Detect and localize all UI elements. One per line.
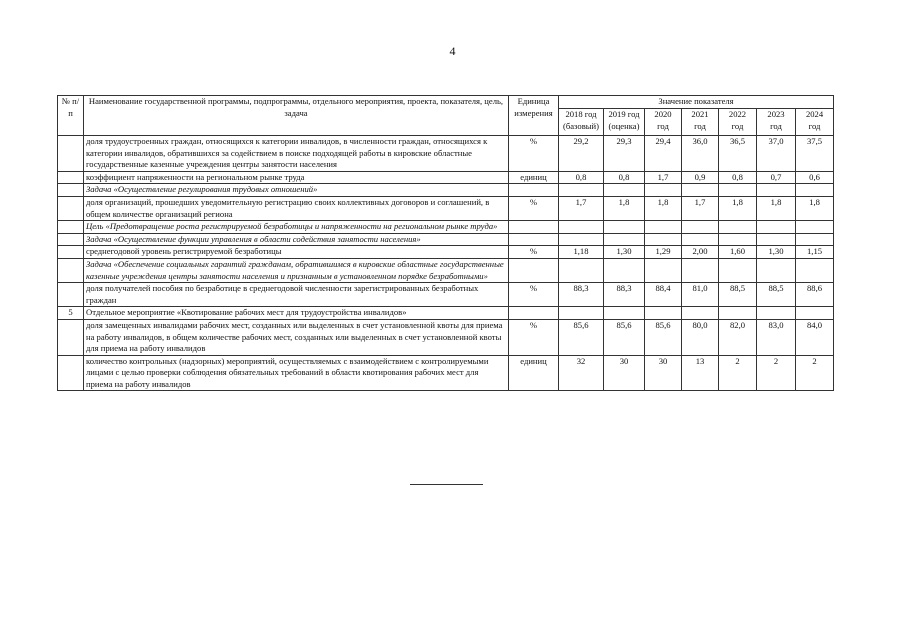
row-name: Цель «Предотвращение роста регистрируемой безработицы и напряженности на региональном рынке труда» — [84, 221, 509, 234]
row-value: 1,7 — [682, 196, 719, 220]
table-row — [58, 258, 834, 282]
row-value: 88,6 — [796, 283, 834, 307]
row-value — [682, 184, 719, 197]
row-num — [58, 196, 84, 220]
row-value: 85,6 — [559, 319, 604, 355]
table-row — [58, 246, 834, 259]
row-value — [682, 307, 719, 320]
row-value — [559, 258, 604, 282]
header-year-line2: год — [731, 120, 744, 131]
header-year-4 — [719, 109, 757, 136]
header-num: № п/п — [58, 96, 84, 136]
row-value: 1,8 — [645, 196, 682, 220]
row-value — [682, 258, 719, 282]
header-year-line2: (оценка) — [608, 120, 640, 131]
row-value — [796, 221, 834, 234]
row-value: 29,3 — [604, 136, 645, 172]
row-value: 2 — [757, 355, 796, 391]
row-num — [58, 233, 84, 246]
row-value: 1,8 — [796, 196, 834, 220]
row-unit: % — [509, 246, 559, 259]
row-value: 0,7 — [757, 171, 796, 184]
row-unit — [509, 233, 559, 246]
row-unit: % — [509, 319, 559, 355]
table-row — [58, 355, 834, 391]
row-name: доля замещенных инвалидами рабочих мест, созданных или выделенных в счет установленной квоты для приема на работу инвалидов, в общем количестве рабочих мест, созданных или выделенных в счет установленной квоты для приема на работу инвалидов — [84, 319, 509, 355]
row-value — [559, 307, 604, 320]
row-value — [719, 233, 757, 246]
row-value — [604, 307, 645, 320]
row-value — [559, 233, 604, 246]
row-unit: единиц — [509, 355, 559, 391]
header-unit: Единица измерения — [509, 96, 559, 136]
row-value: 1,29 — [645, 246, 682, 259]
row-num — [58, 221, 84, 234]
row-value — [719, 221, 757, 234]
row-value — [796, 184, 834, 197]
row-unit: % — [509, 136, 559, 172]
row-value — [757, 258, 796, 282]
row-value: 37,5 — [796, 136, 834, 172]
header-year-1 — [604, 109, 645, 136]
row-value — [604, 233, 645, 246]
header-year-6 — [796, 109, 834, 136]
end-divider-line — [410, 484, 483, 485]
row-value: 2 — [719, 355, 757, 391]
header-year-0 — [559, 109, 604, 136]
row-value: 85,6 — [645, 319, 682, 355]
header-year-3 — [682, 109, 719, 136]
row-value — [682, 233, 719, 246]
header-year-line1: 2023 — [767, 109, 785, 119]
table-row — [58, 171, 834, 184]
row-value: 36,0 — [682, 136, 719, 172]
row-value — [559, 184, 604, 197]
row-name: доля организаций, прошедших уведомительную регистрацию своих коллективных договоров и соглашений, в общем количестве организаций региона — [84, 196, 509, 220]
row-value — [719, 184, 757, 197]
row-value: 1,7 — [645, 171, 682, 184]
row-value — [719, 258, 757, 282]
table-row — [58, 283, 834, 307]
table-row — [58, 319, 834, 355]
row-value: 1,8 — [604, 196, 645, 220]
row-unit — [509, 307, 559, 320]
row-unit: % — [509, 283, 559, 307]
row-value: 88,4 — [645, 283, 682, 307]
row-num — [58, 283, 84, 307]
header-year-line2: год — [657, 120, 669, 131]
header-year-line1: 2022 — [728, 109, 747, 119]
row-unit — [509, 221, 559, 234]
row-value — [757, 307, 796, 320]
row-value: 84,0 — [796, 319, 834, 355]
row-value: 88,3 — [559, 283, 604, 307]
row-value — [559, 221, 604, 234]
header-name: Наименование государственной программы, подпрограммы, отдельного мероприятия, проекта, показателя, цель, задача — [84, 96, 509, 136]
row-value: 30 — [604, 355, 645, 391]
row-name: количество контрольных (надзорных) мероприятий, осуществляемых с взаимодействием с контролируемыми лицами с целью проверки соблюдения обязательных требований в области квотирования рабочих мест для приема на работу инвалидов — [84, 355, 509, 391]
table-row — [58, 136, 834, 172]
header-year-5 — [757, 109, 796, 136]
table-row — [58, 184, 834, 197]
row-name: Задача «Осуществление функции управления в области содействия занятости населения» — [84, 233, 509, 246]
table-body — [58, 136, 834, 391]
row-value: 1,18 — [559, 246, 604, 259]
table-row — [58, 196, 834, 220]
table-row — [58, 221, 834, 234]
row-value: 1,30 — [757, 246, 796, 259]
row-value: 2,00 — [682, 246, 719, 259]
row-value — [604, 221, 645, 234]
header-year-line2: год — [808, 120, 821, 131]
row-value: 1,8 — [719, 196, 757, 220]
row-value: 85,6 — [604, 319, 645, 355]
header-year-line2: (базовый) — [563, 120, 599, 131]
row-name: Отдельное мероприятие «Квотирование рабочих мест для трудоустройства инвалидов» — [84, 307, 509, 320]
page-number: 4 — [449, 44, 456, 58]
table-row — [58, 233, 834, 246]
row-value: 30 — [645, 355, 682, 391]
row-value — [645, 233, 682, 246]
row-value: 88,3 — [604, 283, 645, 307]
row-value: 0,9 — [682, 171, 719, 184]
row-value: 88,5 — [719, 283, 757, 307]
table-row — [58, 307, 834, 320]
row-value — [757, 233, 796, 246]
row-value — [645, 221, 682, 234]
row-value: 0,6 — [796, 171, 834, 184]
row-value — [719, 307, 757, 320]
row-value: 80,0 — [682, 319, 719, 355]
header-year-2 — [645, 109, 682, 136]
row-value — [757, 221, 796, 234]
row-value: 29,4 — [645, 136, 682, 172]
row-value: 83,0 — [757, 319, 796, 355]
row-value: 32 — [559, 355, 604, 391]
row-value — [604, 184, 645, 197]
row-unit: % — [509, 196, 559, 220]
row-value: 1,7 — [559, 196, 604, 220]
row-unit: единиц — [509, 171, 559, 184]
row-num — [58, 136, 84, 172]
row-value: 37,0 — [757, 136, 796, 172]
row-value — [796, 307, 834, 320]
row-value — [757, 184, 796, 197]
header-year-line1: 2018 год — [565, 109, 597, 119]
header-year-line1: 2019 год — [608, 109, 640, 119]
header-year-line1: 2024 — [805, 109, 824, 119]
row-value: 2 — [796, 355, 834, 391]
row-name: Задача «Осуществление регулирования трудовых отношений» — [84, 184, 509, 197]
row-num — [58, 171, 84, 184]
indicators-table — [57, 95, 834, 391]
row-name: доля трудоустроенных граждан, относящихся к категории инвалидов, в численности граждан, относящихся к категории инвалидов, обратившихся за содействием в поиске подходящей работы в кировские областные государственные казенные учреждения центры занятости населения — [84, 136, 509, 172]
row-value — [645, 258, 682, 282]
row-value — [682, 221, 719, 234]
row-value — [604, 258, 645, 282]
row-value: 0,8 — [719, 171, 757, 184]
row-value: 13 — [682, 355, 719, 391]
row-value — [645, 307, 682, 320]
row-name: доля получателей пособия по безработице в среднегодовой численности зарегистрированных безработных граждан — [84, 283, 509, 307]
header-year-line1: 2020 — [654, 109, 672, 119]
row-value: 0,8 — [559, 171, 604, 184]
row-num — [58, 184, 84, 197]
row-name: коэффициент напряженности на региональном рынке труда — [84, 171, 509, 184]
row-unit — [509, 258, 559, 282]
row-value: 88,5 — [757, 283, 796, 307]
row-num: 5 — [58, 307, 84, 320]
row-num — [58, 246, 84, 259]
row-value — [645, 184, 682, 197]
table-header — [58, 96, 834, 136]
row-num — [58, 258, 84, 282]
row-value: 1,60 — [719, 246, 757, 259]
row-value: 82,0 — [719, 319, 757, 355]
row-value: 1,8 — [757, 196, 796, 220]
row-value — [796, 233, 834, 246]
header-year-line2: год — [770, 120, 782, 131]
row-value: 1,15 — [796, 246, 834, 259]
row-name: среднегодовой уровень регистрируемой безработицы — [84, 246, 509, 259]
row-value: 0,8 — [604, 171, 645, 184]
row-num — [58, 319, 84, 355]
header-year-line2: год — [694, 120, 706, 131]
header-year-line1: 2021 — [691, 109, 709, 119]
row-value: 29,2 — [559, 136, 604, 172]
row-name: Задача «Обеспечение социальных гарантий гражданам, обратившимся в кировские областные государственные казенные учреждения центры занятости населения и признанным в установленном порядке безработными» — [84, 258, 509, 282]
row-value: 36,5 — [719, 136, 757, 172]
row-unit — [509, 184, 559, 197]
row-value: 81,0 — [682, 283, 719, 307]
row-value — [796, 258, 834, 282]
row-num — [58, 355, 84, 391]
row-value: 1,30 — [604, 246, 645, 259]
header-values-group: Значение показателя — [559, 96, 834, 109]
